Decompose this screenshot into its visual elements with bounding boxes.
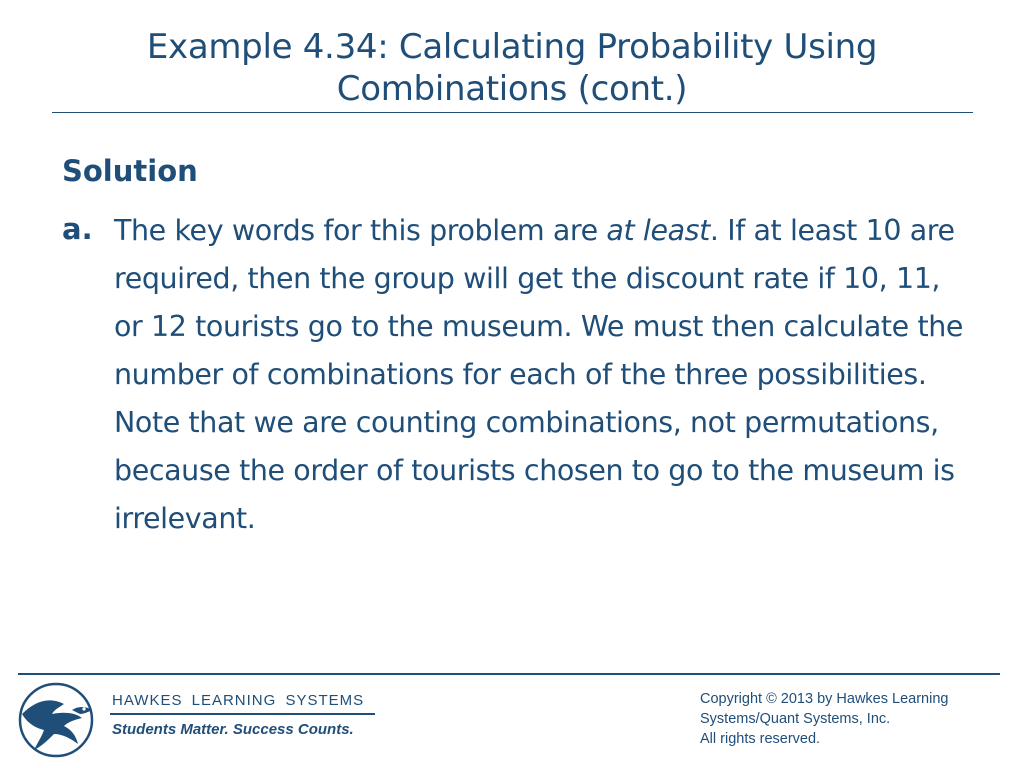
hawk-logo-icon [18,680,98,760]
paragraph-text-start: The key words for this problem are [114,214,607,247]
company-name: HAWKES LEARNING SYSTEMS [112,692,365,709]
solution-paragraph [114,207,964,543]
item-marker: a. [62,212,93,246]
copyright-line-1: Copyright © 2013 by Hawkes Learning [700,691,949,707]
copyright-line-2: Systems/Quant Systems, Inc. [700,711,891,727]
company-underline [110,713,375,715]
paragraph-text-end: . If at least 10 are required, then the group will get the discount rate if 10, 11, or 12 tourists go to the museum. We must then calculate the number of combinations for each of the three possibilities. Note that we are counting combinations, not permutations, because the order of tourists chosen to go to the museum is irrelevant. [114,214,964,535]
solution-heading: Solution [62,154,198,188]
slide-title-line-2: Combinations (cont.) [336,69,688,109]
company-tagline: Students Matter. Success Counts. [112,721,354,738]
title-divider [52,112,973,113]
footer-divider [18,673,1000,675]
slide-title-line-1: Example 4.34: Calculating Probability Using [146,27,878,67]
copyright-line-3: All rights reserved. [700,731,821,747]
slide-title [40,26,984,110]
emphasis-text: at least [606,214,710,247]
copyright-notice [700,689,1010,749]
